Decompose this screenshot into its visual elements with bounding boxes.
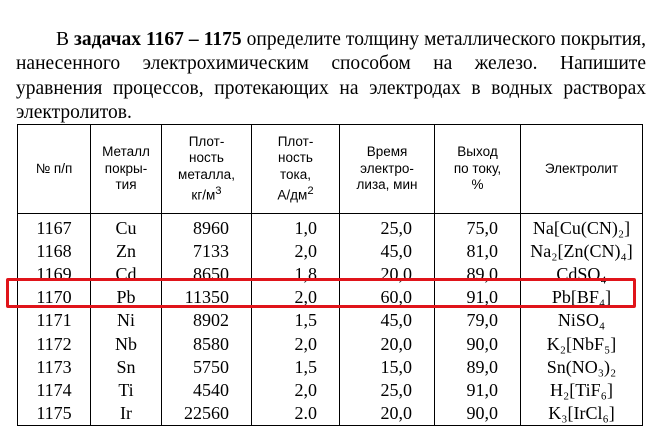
- cell-electrolyte: CdSO₄: [521, 262, 643, 285]
- cell-metal: Nb: [91, 332, 162, 355]
- cell-density: 11350: [162, 286, 252, 309]
- table-header-row: [18, 125, 643, 214]
- cell-num: 1169: [18, 262, 91, 285]
- header-yield: Выход по току, %: [435, 125, 521, 214]
- cell-num: 1171: [18, 309, 91, 332]
- cell-current: 2,0: [252, 332, 340, 355]
- electroplating-table: [17, 124, 643, 426]
- cell-electrolyte: K₃[IrCl₆]: [521, 402, 643, 426]
- cell-current: 2,0: [252, 239, 340, 262]
- cell-num: 1172: [18, 332, 91, 355]
- cell-electrolyte: Na₂[Zn(CN)₄]: [521, 239, 643, 262]
- cell-electrolyte: K₂[NbF₅]: [521, 332, 643, 355]
- cell-electrolyte: Sn(NO₃)₂: [521, 355, 643, 378]
- cell-num: 1173: [18, 355, 91, 378]
- cell-num: 1170: [18, 286, 91, 309]
- cell-time: 20,0: [340, 402, 435, 426]
- intro-lead: В: [56, 28, 75, 50]
- cell-metal: Ni: [91, 309, 162, 332]
- cell-yield: 89,0: [435, 262, 521, 285]
- cell-density: 8960: [162, 214, 252, 240]
- cell-yield: 89,0: [435, 355, 521, 378]
- cell-density: 4540: [162, 378, 252, 401]
- cell-electrolyte: Na[Cu(CN)₂]: [521, 214, 643, 240]
- cell-metal: Pb: [91, 286, 162, 309]
- cell-yield: 81,0: [435, 239, 521, 262]
- highlight-box-row-1170: [6, 278, 636, 308]
- cell-current: 2,0: [252, 286, 340, 309]
- cell-num: 1167: [18, 214, 91, 240]
- cell-num: 1168: [18, 239, 91, 262]
- cell-metal: Sn: [91, 355, 162, 378]
- cell-metal: Ir: [91, 402, 162, 426]
- cell-current: 1,0: [252, 214, 340, 240]
- cell-time: 20,0: [340, 332, 435, 355]
- cell-density: 22560: [162, 402, 252, 426]
- header-time: Время электро- лиза, мин: [340, 125, 435, 214]
- cell-current: 1,5: [252, 355, 340, 378]
- cell-time: 25,0: [340, 214, 435, 240]
- header-density: Плот- ность металла, $кг/м^3$: [162, 125, 252, 214]
- table-body: [18, 214, 643, 426]
- table-row: [18, 402, 643, 426]
- cell-yield: 79,0: [435, 309, 521, 332]
- header-num: № п/п: [18, 125, 91, 214]
- cell-time: 45,0: [340, 309, 435, 332]
- cell-yield: 91,0: [435, 286, 521, 309]
- cell-num: 1175: [18, 402, 91, 426]
- cell-current: 2.0: [252, 402, 340, 426]
- cell-electrolyte: H₂[TiF₆]: [521, 378, 643, 401]
- cell-yield: 90,0: [435, 402, 521, 426]
- cell-current: 1,5: [252, 309, 340, 332]
- table-row: [18, 355, 643, 378]
- cell-density: 8650: [162, 262, 252, 285]
- cell-metal: Ti: [91, 378, 162, 401]
- cell-density: 8580: [162, 332, 252, 355]
- cell-current: 2,0: [252, 378, 340, 401]
- cell-yield: 90,0: [435, 332, 521, 355]
- cell-electrolyte: Pb[BF₄]: [521, 286, 643, 309]
- cell-density: 8902: [162, 309, 252, 332]
- cell-time: 45,0: [340, 239, 435, 262]
- table-row: [18, 309, 643, 332]
- table-row: [18, 239, 643, 262]
- cell-density: 5750: [162, 355, 252, 378]
- cell-time: 25,0: [340, 378, 435, 401]
- cell-time: 20,0: [340, 262, 435, 285]
- cell-yield: 75,0: [435, 214, 521, 240]
- cell-yield: 91,0: [435, 378, 521, 401]
- cell-metal: Zn: [91, 239, 162, 262]
- intro-text: определите толщину металлического покрытия, нанесенного электрохимическим способом на железо. Напишите уравнения процессов, протекающих на электродах в водных растворах электролитов.: [16, 28, 646, 123]
- header-metal: Металл покры- тия: [91, 125, 162, 214]
- cell-current: 1,8: [252, 262, 340, 285]
- cell-time: 15,0: [340, 355, 435, 378]
- cell-electrolyte: NiSO₄: [521, 309, 643, 332]
- table-row: [18, 332, 643, 355]
- header-electrolyte: Электролит: [521, 125, 643, 214]
- header-current-density: Плот- ность тока, $А/дм^2$: [252, 125, 340, 214]
- cell-metal: Cu: [91, 214, 162, 240]
- intro-paragraph: [16, 28, 646, 126]
- cell-num: 1174: [18, 378, 91, 401]
- intro-task-range: задачах 1167 – 1175: [74, 28, 242, 50]
- table-row: [18, 214, 643, 240]
- cell-time: 60,0: [340, 286, 435, 309]
- cell-metal: Cd: [91, 262, 162, 285]
- table-row: [18, 378, 643, 401]
- cell-density: 7133: [162, 239, 252, 262]
